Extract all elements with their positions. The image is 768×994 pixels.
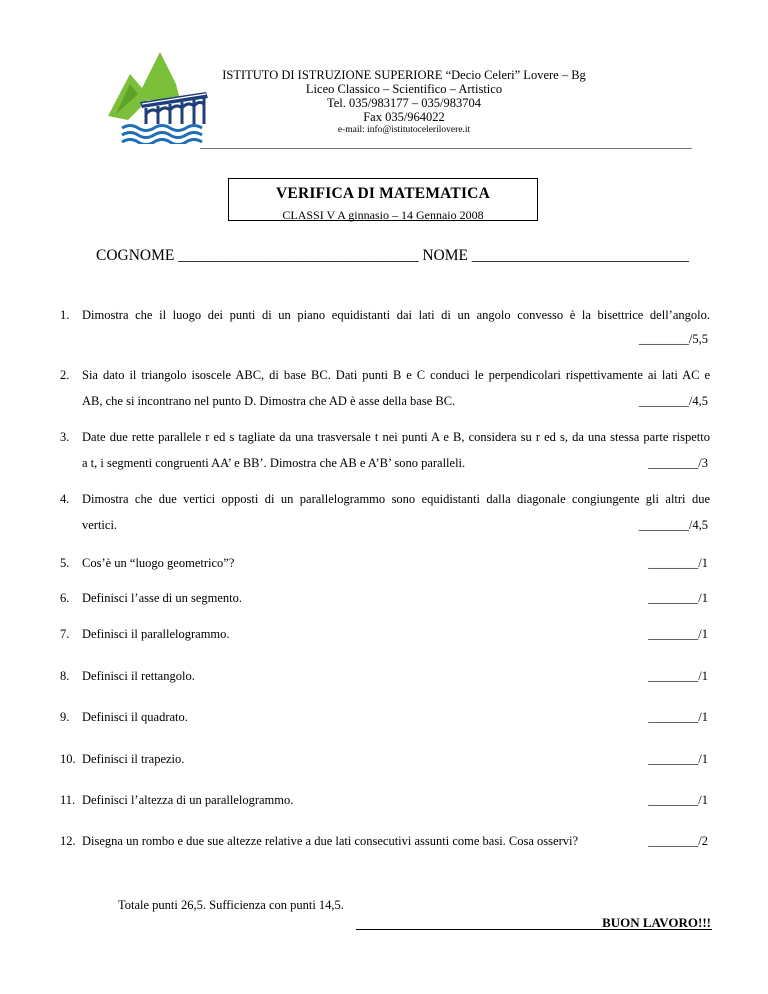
question-text: Definisci il quadrato. bbox=[82, 710, 188, 724]
question-text-continued: AB, che si incontrano nel punto D. Dimostra che AD è asse della base BC. bbox=[82, 394, 456, 408]
question-score: ________/4,5 bbox=[638, 518, 708, 532]
question-number: 11. bbox=[60, 793, 76, 807]
question-number: 8. bbox=[60, 669, 70, 683]
question-number: 2. bbox=[60, 368, 70, 382]
header-line-institute: ISTITUTO DI ISTRUZIONE SUPERIORE “Decio Celeri” Lovere – Bg bbox=[222, 68, 586, 82]
question-text: Definisci l’asse di un segmento. bbox=[82, 591, 243, 605]
question-score: ________/4,5 bbox=[638, 394, 708, 408]
school-header bbox=[200, 68, 608, 137]
footer-underline bbox=[356, 929, 712, 930]
question-text: Dimostra che il luogo dei punti di un piano equidistanti dai lati di un angolo convesso è la bisettrice dell’angolo. bbox=[82, 308, 710, 322]
question-number: 3. bbox=[60, 430, 70, 444]
question-score: ________/1 bbox=[648, 669, 708, 683]
student-name-line: COGNOME _______________________________ NOME ____________________________ bbox=[96, 247, 689, 264]
question-score: ________/5,5 bbox=[638, 332, 708, 346]
question-number: 5. bbox=[60, 556, 70, 570]
question-number: 12. bbox=[60, 834, 76, 848]
question-number: 4. bbox=[60, 492, 70, 506]
total-points-note: Totale punti 26,5. Sufficienza con punti 14,5. bbox=[118, 898, 344, 912]
test-subtitle: CLASSI V A ginnasio – 14 Gennaio 2008 bbox=[282, 208, 484, 222]
header-line-schools: Liceo Classico – Scientifico – Artistico bbox=[305, 82, 503, 96]
title-box bbox=[228, 178, 538, 221]
question-text: Sia dato il triangolo isoscele ABC, di base BC. Dati punti B e C conduci le perpendicolari rispettivamente ai lati AC e bbox=[82, 368, 710, 382]
header-email: e-mail: info@istitutocelerilovere.it bbox=[337, 125, 471, 135]
closing-message: BUON LAVORO!!! bbox=[602, 915, 711, 930]
question-text: Dimostra che due vertici opposti di un parallelogrammo sono equidistanti dalla diagonale congiungente gli altri due bbox=[82, 492, 710, 506]
question-text-continued: a t, i segmenti congruenti AA’ e BB’. Dimostra che AB e A’B’ sono paralleli. bbox=[82, 456, 466, 470]
question-number: 10. bbox=[60, 752, 76, 766]
question-score: ________/1 bbox=[648, 556, 708, 570]
question-score: ________/1 bbox=[648, 591, 708, 605]
question-score: ________/1 bbox=[648, 793, 708, 807]
question-number: 6. bbox=[60, 591, 70, 605]
question-text-continued: vertici. bbox=[82, 518, 118, 532]
question-text: Cos’è un “luogo geometrico”? bbox=[82, 556, 235, 570]
question-score: ________/3 bbox=[648, 456, 708, 470]
question-number: 1. bbox=[60, 308, 70, 322]
question-text: Definisci il rettangolo. bbox=[82, 669, 195, 683]
header-line-fax: Fax 035/964022 bbox=[363, 110, 445, 124]
question-text: Definisci il trapezio. bbox=[82, 752, 185, 766]
question-number: 7. bbox=[60, 627, 70, 641]
question-score: ________/1 bbox=[648, 752, 708, 766]
header-line-tel: Tel. 035/983177 – 035/983704 bbox=[327, 96, 481, 110]
question-text: Date due rette parallele r ed s tagliate da una trasversale t nei punti A e B, considera su r ed s, da una stessa parte rispetto bbox=[82, 430, 710, 444]
question-score: ________/2 bbox=[648, 834, 708, 848]
test-title: VERIFICA DI MATEMATICA bbox=[276, 185, 490, 202]
question-text: Disegna un rombo e due sue altezze relative a due lati consecutivi assunti come basi. Cosa osservi? bbox=[82, 834, 579, 848]
question-text: Definisci l’altezza di un parallelogrammo. bbox=[82, 793, 294, 807]
question-number: 9. bbox=[60, 710, 70, 724]
question-score: ________/1 bbox=[648, 710, 708, 724]
header-divider bbox=[200, 148, 692, 149]
question-text: Definisci il parallelogrammo. bbox=[82, 627, 230, 641]
question-score: ________/1 bbox=[648, 627, 708, 641]
